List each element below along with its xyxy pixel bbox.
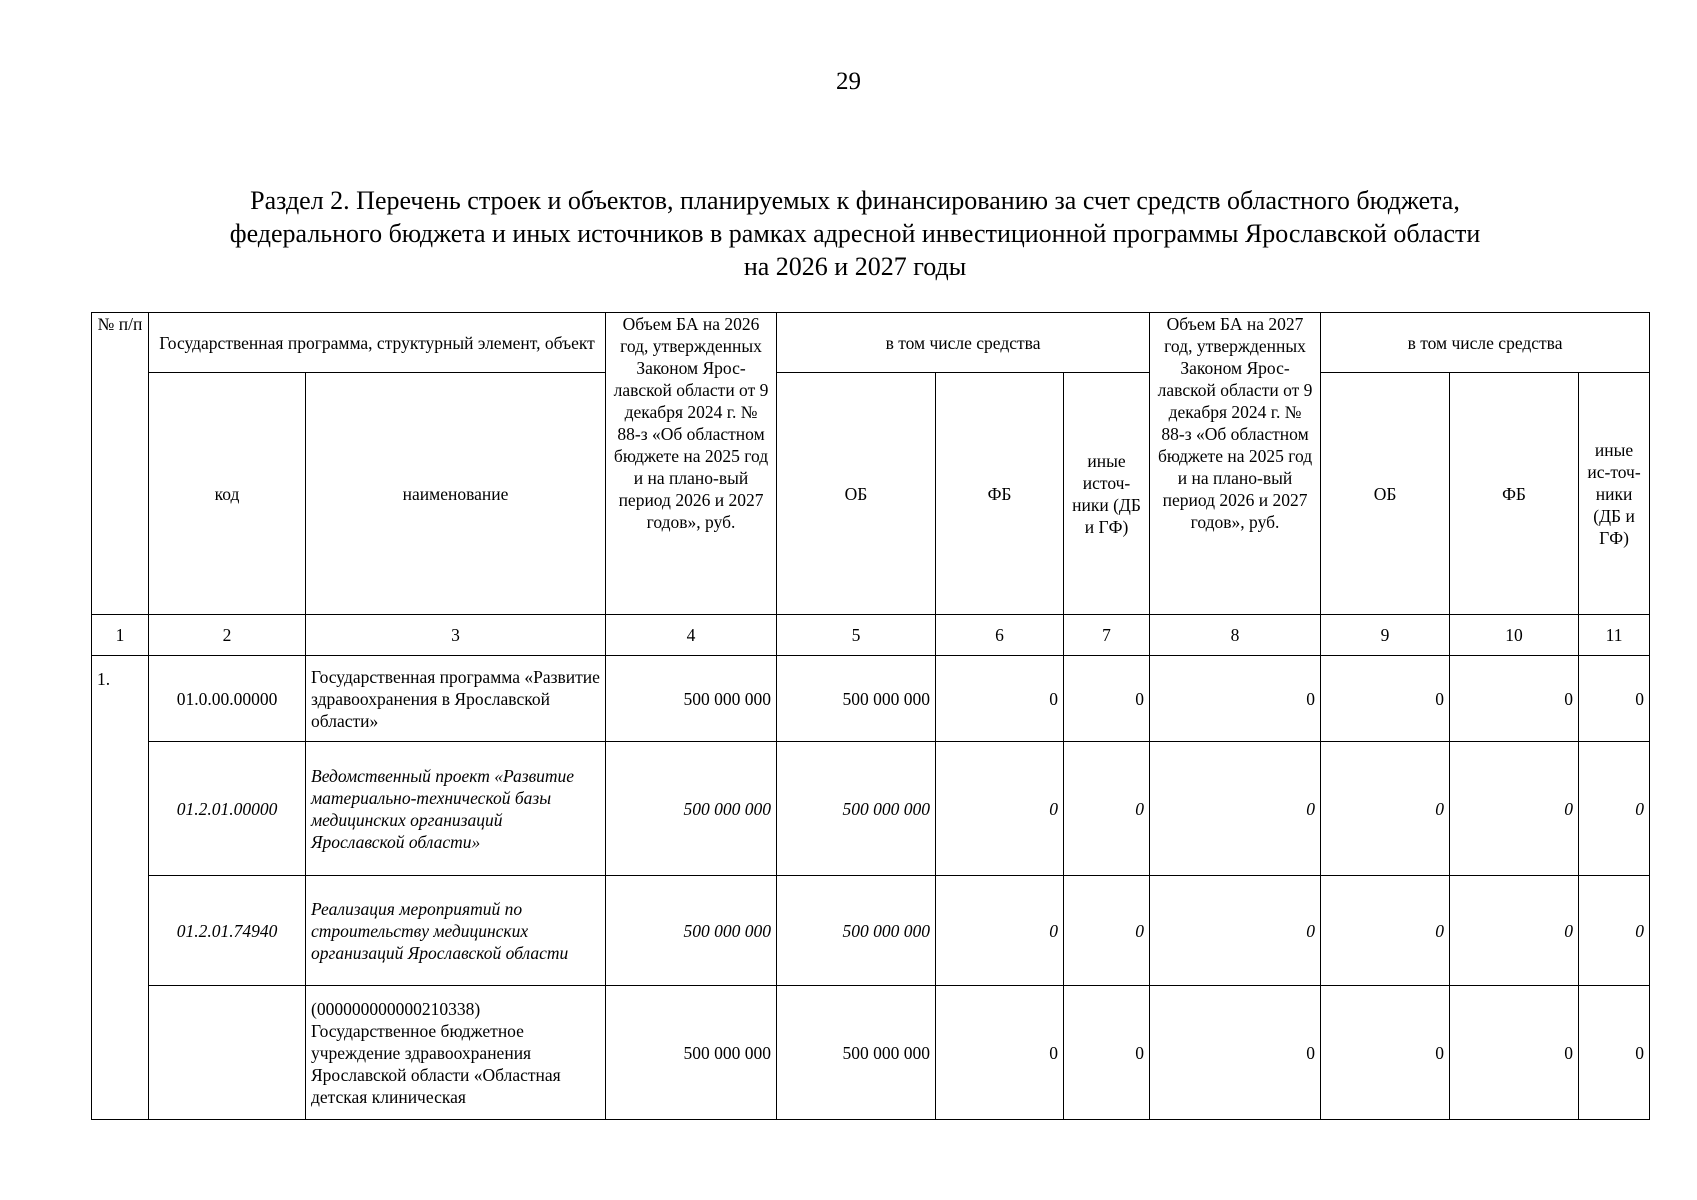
row-value: 0 (1579, 656, 1650, 742)
row-code (149, 986, 306, 1120)
header-other-2026: иные источ-ники (ДБ и ГФ) (1064, 373, 1150, 615)
row-value: 0 (1321, 656, 1450, 742)
row-code: 01.0.00.00000 (149, 656, 306, 742)
column-number: 8 (1150, 615, 1321, 656)
row-value: 0 (1579, 876, 1650, 986)
row-code: 01.2.01.74940 (149, 876, 306, 986)
table-row (92, 742, 1650, 876)
column-number: 7 (1064, 615, 1150, 656)
row-value: 0 (1321, 986, 1450, 1120)
row-value: 0 (1321, 876, 1450, 986)
header-num: № п/п (92, 313, 149, 615)
row-value: 0 (1150, 742, 1321, 876)
row-value: 0 (1150, 876, 1321, 986)
row-name: Государственная программа «Развитие здравоохранения в Ярославской области» (306, 656, 606, 742)
row-value: 0 (1321, 742, 1450, 876)
row-value: 0 (936, 742, 1064, 876)
header-volume-2026: Объем БА на 2026 год, утвержденных Законом Ярос-лавской области от 9 декабря 2024 г. № 88-з «Об областном бюджете на 2025 год и на плано-вый период 2026 и 2027 годов», руб. (606, 313, 777, 615)
column-number: 6 (936, 615, 1064, 656)
table-row (92, 656, 1650, 742)
header-other-2027: иные ис-точ-ники (ДБ и ГФ) (1579, 373, 1650, 615)
row-value: 0 (1579, 986, 1650, 1120)
header-fb-2026: ФБ (936, 373, 1064, 615)
row-value: 500 000 000 (606, 742, 777, 876)
row-value: 0 (1064, 986, 1150, 1120)
row-value: 0 (1064, 656, 1150, 742)
row-value: 0 (1450, 876, 1579, 986)
row-name: (000000000000210338) Государственное бюджетное учреждение здравоохранения Ярославской области «Областная детская клиническая (306, 986, 606, 1120)
row-num: 1. (92, 656, 149, 1120)
heading-line-1: Раздел 2. Перечень строек и объектов, планируемых к финансированию за счет средств областного бюджета, (250, 186, 1460, 215)
section-heading (150, 184, 1560, 283)
row-value: 0 (1064, 742, 1150, 876)
header-volume-2027: Объем БА на 2027 год, утвержденных Законом Ярос-лавской области от 9 декабря 2024 г. № 88-з «Об областном бюджете на 2025 год и на плано-вый период 2026 и 2027 годов», руб. (1150, 313, 1321, 615)
column-number: 11 (1579, 615, 1650, 656)
row-value: 500 000 000 (777, 656, 936, 742)
row-value: 0 (1450, 986, 1579, 1120)
row-code: 01.2.01.00000 (149, 742, 306, 876)
column-number: 2 (149, 615, 306, 656)
page-number: 29 (836, 68, 861, 95)
row-value: 0 (1064, 876, 1150, 986)
column-number: 5 (777, 615, 936, 656)
row-value: 500 000 000 (606, 656, 777, 742)
row-name: Ведомственный проект «Развитие материально-технической базы медицинских организаций Ярославской области» (306, 742, 606, 876)
header-ob-2027: ОБ (1321, 373, 1450, 615)
row-value: 500 000 000 (777, 876, 936, 986)
column-number: 10 (1450, 615, 1579, 656)
row-value: 500 000 000 (606, 876, 777, 986)
column-number: 3 (306, 615, 606, 656)
row-name: Реализация мероприятий по строительству медицинских организаций Ярославской области (306, 876, 606, 986)
header-fb-2027: ФБ (1450, 373, 1579, 615)
header-name: наименование (306, 373, 606, 615)
row-value: 0 (1579, 742, 1650, 876)
table-row (92, 986, 1650, 1120)
column-number: 9 (1321, 615, 1450, 656)
row-value: 500 000 000 (777, 742, 936, 876)
row-value: 0 (1150, 656, 1321, 742)
row-value: 0 (1450, 742, 1579, 876)
row-value: 0 (936, 656, 1064, 742)
column-number-row (92, 615, 1650, 656)
row-value: 0 (936, 986, 1064, 1120)
header-including-2026: в том числе средства (777, 313, 1150, 373)
heading-line-3: на 2026 и 2027 годы (743, 252, 967, 281)
row-value: 0 (1150, 986, 1321, 1120)
column-number: 4 (606, 615, 777, 656)
investment-table (91, 312, 1650, 1120)
header-ob-2026: ОБ (777, 373, 936, 615)
header-including-2027: в том числе средства (1321, 313, 1650, 373)
header-code: код (149, 373, 306, 615)
row-value: 0 (936, 876, 1064, 986)
header-program-group: Государственная программа, структурный элемент, объект (149, 313, 606, 373)
table-row (92, 876, 1650, 986)
row-value: 0 (1450, 656, 1579, 742)
row-value: 500 000 000 (777, 986, 936, 1120)
column-number: 1 (92, 615, 149, 656)
heading-line-2: федерального бюджета и иных источников в рамках адресной инвестиционной программы Ярославской области (229, 219, 1481, 248)
row-value: 500 000 000 (606, 986, 777, 1120)
